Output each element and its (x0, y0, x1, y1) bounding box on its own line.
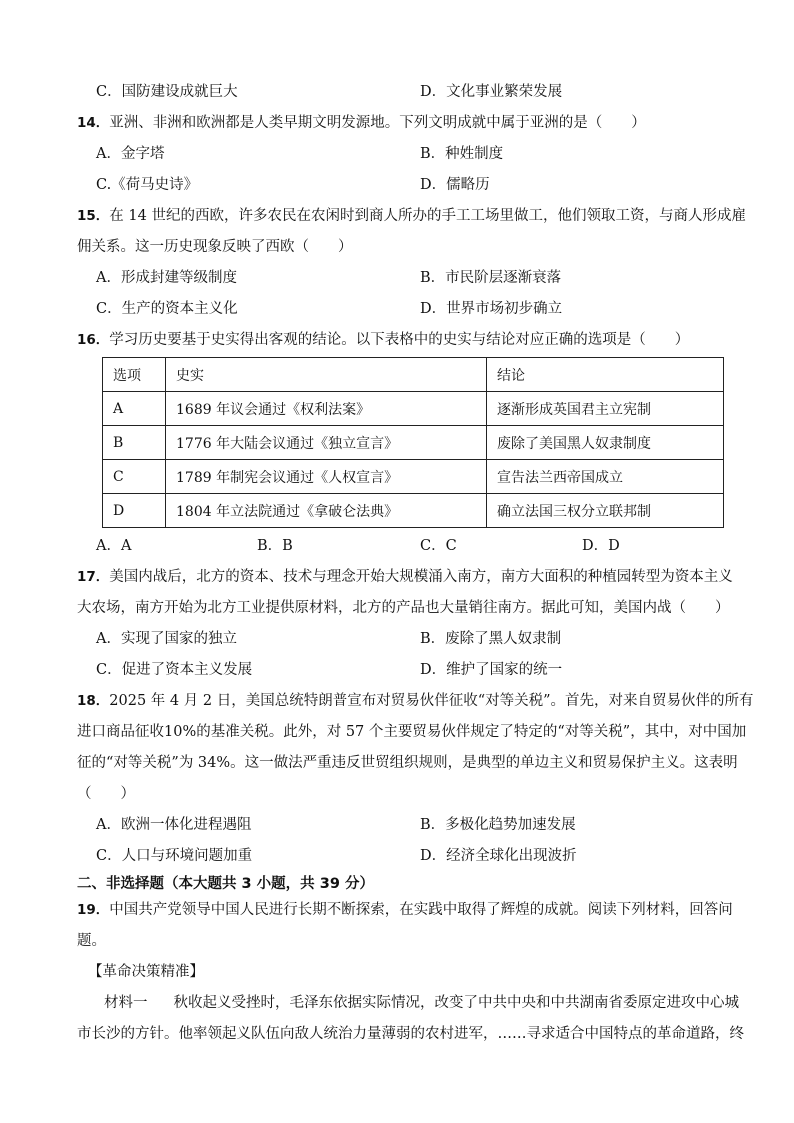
q16-option-b: B．B (257, 538, 293, 554)
q13-option-d: D．文化事业繁荣发展 (420, 84, 563, 100)
q16-number: 16． (77, 332, 110, 348)
q18-stem-line4: （ ） (77, 786, 135, 802)
q17-option-d: D．维护了国家的统一 (420, 662, 563, 678)
q19-material-label: 材料一 (104, 995, 148, 1011)
q14-stem (77, 113, 757, 133)
q15-option-b: B．市民阶层逐渐衰落 (420, 270, 562, 286)
table-row (103, 426, 724, 460)
q14-option-d: D．儒略历 (420, 177, 490, 193)
q18-text-1: 2025 年 4 月 2 日，美国总统特朗普宣布对贸易伙伴征收“对等关税”。首先，对来自贸易伙伴的所有 (109, 693, 754, 709)
q17-stem-line1 (77, 567, 757, 587)
q14-option-b: B．种姓制度 (420, 146, 504, 162)
table-header-row (103, 358, 724, 392)
q18-option-a: A．欧洲一体化进程遇阻 (96, 817, 252, 833)
q15-option-c: C．生产的资本主义化 (96, 301, 238, 317)
q16-stem (77, 330, 757, 350)
q15-number: 15． (77, 208, 110, 224)
q15-stem-line2: 佣关系。这一历史现象反映了西欧（ ） (77, 239, 353, 255)
table-header-cell: 史实 (166, 358, 487, 392)
q18-option-b: B．多极化趋势加速发展 (420, 817, 576, 833)
q16-option-d: D．D (582, 538, 620, 554)
q18-stem-line2: 进口商品征收10%的基准关税。此外，对 57 个主要贸易伙伴规定了特定的“对等关税”，其中，对中国加 (77, 724, 747, 740)
q16-option-a: A．A (96, 538, 132, 554)
q18-option-d: D．经济全球化出现波折 (420, 848, 577, 864)
q17-stem-line2: 大农场，南方开始为北方工业提供原材料，北方的产品也大量销往南方。据此可知，美国内战（ ） (77, 600, 730, 616)
table-cell: D (103, 494, 166, 528)
table-header-cell: 结论 (487, 358, 724, 392)
q19-material1-text-1: 秋收起义受挫时，毛泽东依据实际情况，改变了中共中央和中共湖南省委原定进攻中心城 (173, 995, 739, 1011)
q19-stem-line2: 题。 (77, 933, 106, 949)
q16-option-c: C．C (420, 538, 457, 554)
q18-option-c: C．人口与环境问题加重 (96, 848, 253, 864)
table-row (103, 392, 724, 426)
table-header-cell: 选项 (103, 358, 166, 392)
q18-stem-line3: 征的“对等关税”为 34%。这一做法严重违反世贸组织规则，是典型的单边主义和贸易保护主义。这表明 (77, 755, 738, 771)
table-cell: 逐渐形成英国君主立宪制 (487, 392, 724, 426)
q19-material1-line1 (104, 993, 764, 1013)
q17-text-1: 美国内战后，北方的资本、技术与理念开始大规模涌入南方，南方大面积的种植园转型为资本主义 (109, 569, 733, 585)
table-cell: 1804 年立法院通过《拿破仑法典》 (166, 494, 487, 528)
q14-option-c: C.《荷马史诗》 (96, 177, 199, 193)
table-cell: A (103, 392, 166, 426)
q19-material1-line2: 市长沙的方针。他率领起义队伍向敌人统治力量薄弱的农村进军，……寻求适合中国特点的革命道路，终 (77, 1026, 744, 1042)
q18-number: 18． (77, 693, 110, 709)
q15-text-1: 在 14 世纪的西欧，许多农民在农闲时到商人所办的手工工场里做工，他们领取工资，与商人形成雇 (109, 208, 746, 224)
q14-option-a: A．金字塔 (96, 146, 165, 162)
q14-number: 14． (77, 115, 110, 131)
q15-stem-line1 (77, 206, 757, 226)
q19-number: 19． (77, 902, 110, 918)
q17-option-c: C．促进了资本主义发展 (96, 662, 253, 678)
q17-option-b: B．废除了黑人奴隶制 (420, 631, 562, 647)
q16-text: 学习历史要基于史实得出客观的结论。以下表格中的史实与结论对应正确的选项是（ ） (109, 332, 690, 348)
table-cell: 1776 年大陆会议通过《独立宣言》 (166, 426, 487, 460)
q15-option-a: A．形成封建等级制度 (96, 270, 237, 286)
table-row (103, 494, 724, 528)
q19-text-1: 中国共产党领导中国人民进行长期不断探索，在实践中取得了辉煌的成就。阅读下列材料，回答问 (109, 902, 733, 918)
table-cell: 1789 年制宪会议通过《人权宣言》 (166, 460, 487, 494)
q17-number: 17． (77, 569, 110, 585)
table-row (103, 460, 724, 494)
table-cell: 1689 年议会通过《权利法案》 (166, 392, 487, 426)
q17-option-a: A．实现了国家的独立 (96, 631, 237, 647)
table-cell: 宣告法兰西帝国成立 (487, 460, 724, 494)
table-cell: B (103, 426, 166, 460)
table-cell: 确立法国三权分立联邦制 (487, 494, 724, 528)
q18-stem-line1 (77, 691, 757, 711)
table-cell: C (103, 460, 166, 494)
q16-table (102, 357, 724, 528)
q19-material-heading: 【革命决策精准】 (88, 964, 204, 980)
q19-stem-line1 (77, 900, 757, 920)
q15-option-d: D．世界市场初步确立 (420, 301, 563, 317)
q13-option-c: C．国防建设成就巨大 (96, 84, 238, 100)
table-cell: 废除了美国黑人奴隶制度 (487, 426, 724, 460)
q14-text: 亚洲、非洲和欧洲都是人类早期文明发源地。下列文明成就中属于亚洲的是（ ） (109, 115, 646, 131)
section-heading: 二、非选择题（本大题共 3 小题，共 39 分） (77, 876, 374, 892)
